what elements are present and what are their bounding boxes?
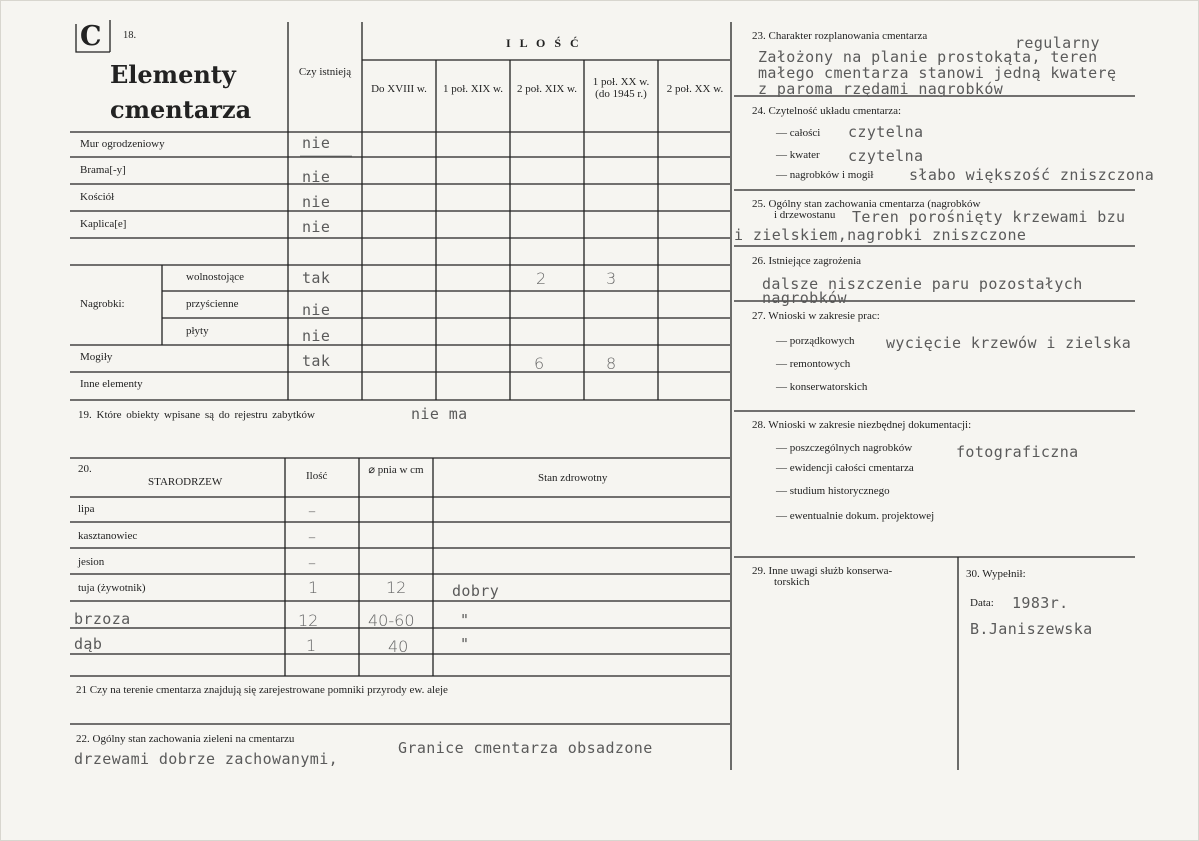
- q21-label: 21 Czy na terenie cmentarza znajdują się zarejestrowane pomniki przyrody ew. aleje: [76, 684, 448, 696]
- q24-nagrobkow-answer: słabo większość zniszczona: [909, 166, 1155, 184]
- q28-item2-label: — ewidencji całości cmentarza: [776, 462, 914, 474]
- element-label: Kościół: [80, 191, 115, 203]
- card-letter: C: [80, 21, 102, 52]
- q24-calosci-label: — całości: [776, 127, 821, 139]
- nagrobki-label: Nagrobki:: [80, 298, 125, 310]
- q25-label-line2: i drzewostanu: [774, 209, 836, 221]
- element-exists: nie: [302, 168, 331, 186]
- tree-health: ": [460, 635, 470, 653]
- tree-name: lipa: [78, 503, 95, 515]
- tree-name: kasztanowiec: [78, 530, 138, 542]
- starodrzew-header-qty: Ilość: [306, 470, 328, 482]
- q24-kwater-label: — kwater: [776, 149, 820, 161]
- mogily-exists: tak: [302, 352, 331, 370]
- tree-name: brzoza: [74, 610, 131, 628]
- tree-health: ": [460, 611, 470, 629]
- element-label: Brama[-y]: [80, 164, 126, 176]
- q30-name-value: B.Janiszewska: [970, 620, 1093, 638]
- q30-date-value: 1983r.: [1012, 594, 1069, 612]
- tree-qty: –: [308, 527, 316, 546]
- q19-answer: nie ma: [411, 405, 468, 423]
- q24-calosci-answer: czytelna: [848, 123, 924, 141]
- q25-label-line1: 25. Ogólny stan zachowania cmentarza (nagrobków: [752, 198, 981, 210]
- element-exists: nie: [302, 193, 331, 211]
- q25-answer-line2: i zielskiem,nagrobki zniszczone: [734, 226, 1027, 244]
- tree-qty: 12: [298, 611, 319, 630]
- q28-item3-label: — studium historycznego: [776, 485, 890, 497]
- element-exists: nie: [302, 218, 331, 236]
- element-exists: nie: [302, 134, 331, 152]
- q25-answer-line1: Teren porośnięty krzewami bzu: [852, 208, 1126, 226]
- q27-label: 27. Wnioski w zakresie prac:: [752, 310, 880, 322]
- section-number: 18.: [123, 30, 137, 41]
- q28-item1-answer: fotograficzna: [956, 443, 1079, 461]
- q27-remontowych-label: — remontowych: [776, 358, 851, 370]
- nagrobki-row-label: płyty: [186, 325, 209, 337]
- col-period-1: 1 poł. XIX w.: [442, 83, 504, 95]
- title-line1: Elementy: [110, 60, 236, 89]
- col-period-0: Do XVIII w.: [371, 83, 427, 95]
- nagrobki-row-exists: nie: [302, 327, 331, 345]
- ilosc-header: I L O Ś Ć: [506, 36, 582, 50]
- tree-name: tuja (żywotnik): [78, 582, 146, 594]
- nagrobki-row-label: przyścienne: [186, 298, 239, 310]
- q29-label-line1: 29. Inne uwagi służb konserwa-: [752, 565, 893, 577]
- q27-porzadkowych-label: — porządkowych: [776, 335, 855, 347]
- q24-nagrobkow-label: — nagrobków i mogił: [776, 169, 874, 181]
- mogily-value: 8: [606, 354, 617, 373]
- starodrzew-number: 20.: [78, 463, 92, 475]
- inne-label: Inne elementy: [80, 378, 143, 390]
- q23-answer-line3: małego cmentarza stanowi jedną kwaterę: [758, 64, 1117, 82]
- col-exists-header: Czy istnieją: [298, 66, 352, 78]
- mogily-label: Mogiły: [80, 351, 113, 363]
- tree-qty: –: [308, 501, 316, 520]
- q19-label: 19. Które obiekty wpisane są do rejestru zabytków: [78, 409, 315, 421]
- col-period-4: 2 poł. XX w.: [666, 83, 724, 95]
- tree-name: jesion: [78, 556, 105, 568]
- starodrzew-header-health: Stan zdrowotny: [538, 472, 608, 484]
- nagrobki-row-exists: nie: [302, 301, 331, 319]
- tree-qty: 1: [306, 636, 317, 655]
- q30-date-label: Data:: [970, 597, 994, 609]
- col-period-3: 1 poł. XX w. (do 1945 r.): [592, 76, 650, 100]
- q23-answer-line4: z paroma rzędami nagrobków: [758, 80, 1004, 98]
- title-line2: cmentarza: [110, 95, 252, 124]
- q29-label-line2: torskich: [774, 576, 810, 588]
- tree-qty: 1: [308, 578, 319, 597]
- q23-answer-line2: Założony na planie prostokąta, teren: [758, 48, 1098, 66]
- col-period-2: 2 poł. XIX w.: [516, 83, 578, 95]
- nagrobki-row-label: wolnostojące: [186, 271, 245, 283]
- q27-konserwatorskich-label: — konserwatorskich: [776, 381, 868, 393]
- nagrobki-row-value: 2: [536, 269, 547, 288]
- starodrzew-header-name: STARODRZEW: [148, 476, 223, 488]
- q22-answer-line1: Granice cmentarza obsadzone: [398, 739, 653, 757]
- q23-label: 23. Charakter rozplanowania cmentarza: [752, 30, 928, 42]
- element-label: Mur ogrodzeniowy: [80, 138, 165, 150]
- mogily-value: 6: [534, 354, 545, 373]
- nagrobki-row-exists: tak: [302, 269, 331, 287]
- q24-label: 24. Czytelność układu cmentarza:: [752, 105, 902, 117]
- q26-label: 26. Istniejące zagrożenia: [752, 255, 862, 267]
- q26-answer-line1: dalsze niszczenie paru pozostałych: [762, 275, 1083, 293]
- q26-answer-line2: nagrobków: [762, 289, 847, 307]
- q22-answer-line2: drzewami dobrze zachowanymi,: [74, 750, 339, 768]
- starodrzew-header-diam: ⌀ pnia w cm: [368, 464, 424, 476]
- q27-porzadkowych-answer: wycięcie krzewów i zielska: [886, 334, 1132, 352]
- q28-label: 28. Wnioski w zakresie niezbędnej dokumentacji:: [752, 419, 972, 431]
- tree-health: dobry: [452, 582, 500, 600]
- q22-label: 22. Ogólny stan zachowania zieleni na cmentarzu: [76, 733, 295, 745]
- tree-name: dąb: [74, 635, 103, 653]
- q23-answer-line1: regularny: [1015, 34, 1100, 52]
- q28-item4-label: — ewentualnie dokum. projektowej: [776, 510, 935, 522]
- element-label: Kaplica[e]: [80, 218, 127, 230]
- q28-item1-label: — poszczególnych nagrobków: [776, 442, 913, 454]
- tree-qty: –: [308, 553, 316, 572]
- nagrobki-row-value: 3: [606, 269, 617, 288]
- tree-diam: 12: [386, 578, 407, 597]
- tree-diam: 40-60: [368, 611, 415, 630]
- tree-diam: 40: [388, 637, 409, 656]
- q24-kwater-answer: czytelna: [848, 147, 924, 165]
- q30-label: 30. Wypełnił:: [966, 568, 1026, 580]
